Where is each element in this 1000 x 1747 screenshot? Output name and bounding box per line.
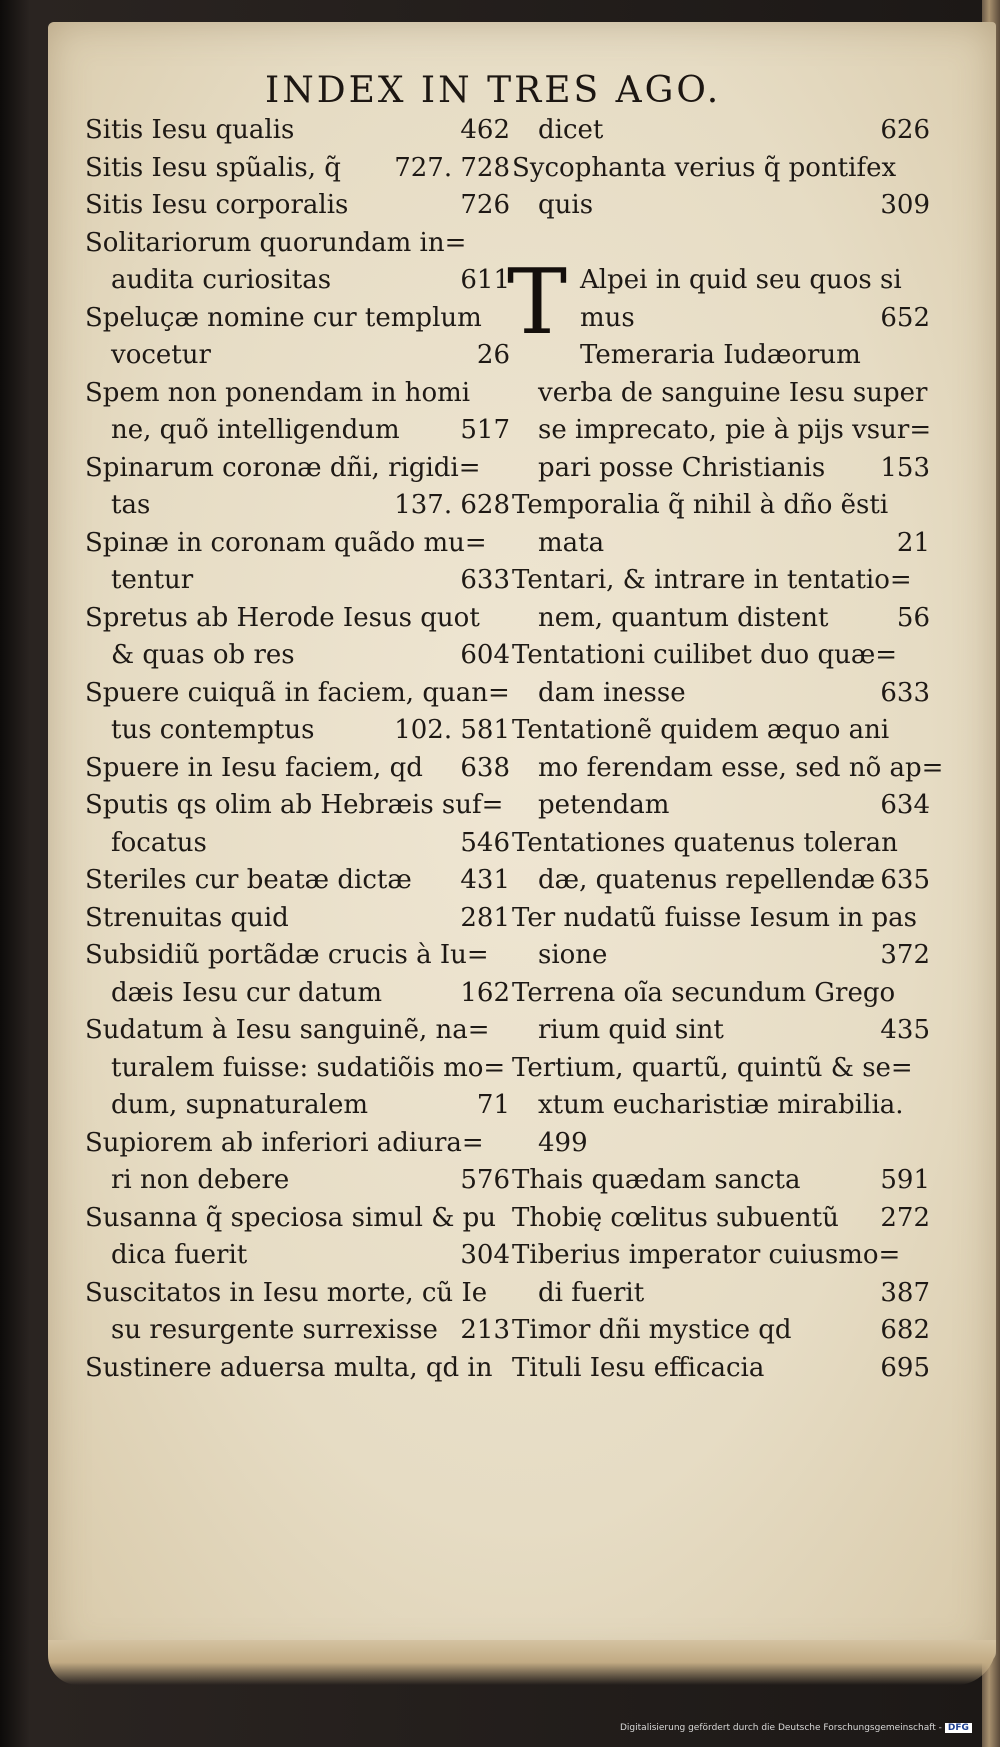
page-reference: 162 <box>460 977 510 1008</box>
index-entry-line <box>85 900 510 938</box>
index-entry-line <box>512 187 930 225</box>
index-entry-line <box>512 825 930 863</box>
index-entry-line <box>85 337 510 375</box>
page-reference: 727. 728 <box>394 152 510 183</box>
entry-text: ri non debere <box>111 1165 290 1195</box>
page-reference: 56 <box>896 602 930 633</box>
entry-text: tas <box>111 490 151 520</box>
index-entry-line <box>85 975 510 1013</box>
index-entry-line <box>85 862 510 900</box>
page-reference: 431 <box>460 865 510 895</box>
entry-text: dicet <box>538 115 604 145</box>
page-reference: 626 <box>880 115 930 145</box>
running-head: INDEX IN TRES AGO. <box>265 70 722 111</box>
index-entry-line <box>85 525 510 563</box>
page-reference: 309 <box>880 190 930 220</box>
page-reference: 611 <box>460 265 510 295</box>
entry-text: Sitis Iesu spũalis, q̃ <box>85 152 341 183</box>
entry-text: ne, quõ intelligendum <box>111 415 400 445</box>
index-entry-line <box>512 1275 930 1313</box>
page-reference: 634 <box>880 790 930 820</box>
page-reference: 281 <box>460 902 510 933</box>
index-entry-line <box>512 375 930 413</box>
index-entry-line <box>85 450 510 488</box>
index-entry-line <box>512 975 930 1013</box>
entry-text: di fuerit <box>538 1277 645 1308</box>
entry-text: verba de sanguine Iesu super <box>538 377 928 408</box>
entry-text: Steriles cur beatæ dictæ <box>85 865 412 895</box>
entry-text: Suscitatos in Iesu morte, cũ Ie <box>85 1277 488 1308</box>
index-entry-line <box>512 750 944 788</box>
entry-text: mus <box>580 302 635 333</box>
index-entry-line <box>85 637 510 675</box>
index-entry-line <box>512 1012 930 1050</box>
index-entry-line <box>85 262 510 300</box>
page-reference: 726 <box>460 190 510 220</box>
index-entry-line <box>512 600 930 638</box>
index-entry-line <box>512 900 930 938</box>
entry-text: & quas ob res <box>111 640 295 670</box>
entry-text: Timor dñi mystice qd <box>512 1315 792 1345</box>
index-entry-line <box>85 787 510 825</box>
page-reference: 272 <box>880 1202 930 1233</box>
entry-text: Spem non ponendam in homi <box>85 377 471 408</box>
index-column-left <box>85 112 510 1387</box>
page-reference: 137. 628 <box>394 490 510 520</box>
page-reference: 604 <box>460 640 510 670</box>
index-entry-line <box>512 1050 930 1088</box>
index-entry-line <box>85 1200 510 1238</box>
entry-text: Thobię cœlitus subuentũ <box>512 1202 839 1233</box>
index-entry-line <box>85 712 510 750</box>
entry-text: dam inesse <box>538 677 686 708</box>
index-entry-line <box>512 450 930 488</box>
entry-text: Temporalia q̃ nihil à dño ẽsti <box>512 490 889 520</box>
entry-text: Spinæ in coronam quãdo mu= <box>85 527 487 558</box>
entry-text: xtum eucharistiæ mirabilia. <box>538 1090 904 1120</box>
index-column-right <box>507 112 944 1387</box>
index-entry-line <box>85 187 510 225</box>
index-entry-line <box>85 150 510 188</box>
entry-text: Alpei in quid seu quos si <box>580 265 902 295</box>
index-entry-line <box>85 1050 510 1088</box>
entry-text: vocetur <box>111 340 211 370</box>
entry-text: Sustinere aduersa multa, qd in <box>85 1352 493 1383</box>
index-entry-line <box>85 562 510 600</box>
page-reference: 213 <box>460 1315 510 1345</box>
page-reference: 387 <box>880 1277 930 1308</box>
page-reference: 652 <box>880 302 930 333</box>
entry-text: turalem fuisse: sudatiõis mo= <box>111 1052 506 1083</box>
entry-text: Sycophanta verius q̃ pontifex <box>512 152 897 183</box>
entry-text: Tentari, & intrare in tentatio= <box>512 565 912 595</box>
footer-text: Digitalisierung gefördert durch die Deutsche Forschungsgemeinschaft - <box>620 1723 942 1733</box>
entry-text: Ter nudatũ fuisse Iesum in pas <box>512 902 917 933</box>
entry-text: dica fuerit <box>111 1240 248 1270</box>
entry-text: Sitis Iesu qualis <box>85 115 295 145</box>
page-reference: 638 <box>460 752 510 783</box>
drop-initial: T <box>507 250 568 355</box>
index-entry-line <box>85 1087 510 1125</box>
index-entry-line <box>85 225 510 263</box>
entry-text: sione <box>538 940 608 970</box>
entry-text: Tentationẽ quidem æquo ani <box>512 715 890 745</box>
page-reference: 435 <box>880 1015 930 1045</box>
entry-text: Temeraria Iudæorum <box>580 340 861 370</box>
index-entry-line <box>512 337 930 375</box>
entry-text: nem, quantum distent <box>538 602 829 633</box>
entry-text: Strenuitas quid <box>85 902 289 933</box>
entry-text: Spretus ab Herode Iesus quot <box>85 602 480 633</box>
index-entry-line <box>85 487 510 525</box>
entry-text: 499 <box>538 1127 588 1158</box>
index-entry-line <box>85 825 510 863</box>
section-gap <box>512 225 930 263</box>
page-reference: 372 <box>880 940 930 970</box>
entry-text: tus contemptus <box>111 715 315 745</box>
index-entry-line <box>85 1350 510 1388</box>
index-entry-line <box>512 300 930 338</box>
index-entry-line <box>85 750 510 788</box>
entry-text: dæ, quatenus repellendæ <box>538 865 876 895</box>
entry-text: Sitis Iesu corporalis <box>85 190 349 220</box>
entry-text: Spinarum coronæ dñi, rigidi= <box>85 452 481 483</box>
index-entry-line <box>512 1350 930 1388</box>
index-entry-line <box>512 487 930 525</box>
index-entry-line <box>85 112 510 150</box>
page-reference: 71 <box>476 1090 510 1120</box>
entry-text: Spuere in Iesu faciem, qd <box>85 752 423 783</box>
index-entry-line <box>85 300 510 338</box>
index-entry-line <box>85 1312 510 1350</box>
page-reference: 462 <box>460 115 510 145</box>
entry-text: Spuere cuiquã in faciem, quan= <box>85 677 510 708</box>
entry-text: petendam <box>538 790 670 820</box>
digitization-footer <box>620 1723 972 1733</box>
index-entry-line <box>512 1125 930 1163</box>
page-reference: 591 <box>880 1165 930 1195</box>
entry-text: Tiberius imperator cuiusmo= <box>512 1240 901 1270</box>
index-entry-line <box>512 787 930 825</box>
dfg-logo: DFG <box>945 1723 972 1733</box>
page-reference: 633 <box>880 677 930 708</box>
page-reference: 304 <box>460 1240 510 1270</box>
page-reference: 576 <box>460 1165 510 1195</box>
page-reference: 21 <box>896 527 930 558</box>
index-entry-line <box>85 1012 510 1050</box>
entry-text: mo ferendam esse, sed nõ ap= <box>538 752 944 783</box>
index-entry-line <box>85 937 510 975</box>
entry-text: Sudatum à Iesu sanguinẽ, na= <box>85 1015 490 1045</box>
entry-text: se imprecato, pie à pijs vsur= <box>538 415 932 445</box>
entry-text: pari posse Christianis <box>538 452 826 483</box>
index-entry-line <box>85 412 510 450</box>
index-entry-line <box>512 562 930 600</box>
entry-text: Subsidiũ portãdæ crucis à Iu= <box>85 940 489 970</box>
entry-text: Speluçæ nomine cur templum <box>85 302 482 333</box>
index-entry-line <box>85 1275 510 1313</box>
index-entry-line <box>512 862 930 900</box>
index-entry-line <box>512 1087 930 1125</box>
index-entry-line <box>512 150 930 188</box>
entry-text: dæis Iesu cur datum <box>111 977 383 1008</box>
index-entry-line <box>512 712 930 750</box>
entry-text: quis <box>538 190 594 220</box>
index-entry-line <box>85 1125 510 1163</box>
page-reference: 517 <box>460 415 510 445</box>
entry-text: tentur <box>111 565 194 595</box>
entry-text: focatus <box>111 827 207 858</box>
index-entry-line <box>512 525 930 563</box>
index-entry-line <box>512 1312 930 1350</box>
page-bottom-edge <box>48 1640 996 1685</box>
page-reference: 635 <box>880 865 930 895</box>
page-reference: 153 <box>880 452 930 483</box>
index-entry-line <box>512 1162 930 1200</box>
page-reference: 26 <box>476 340 510 370</box>
entry-text: Tentationes quatenus toleran <box>512 827 898 858</box>
index-entry-line <box>512 262 930 300</box>
entry-text: Tituli Iesu efficacia <box>512 1352 765 1383</box>
page-reference: 682 <box>880 1315 930 1345</box>
page-reference: 546 <box>460 827 510 858</box>
entry-text: mata <box>538 527 605 558</box>
index-entry-line <box>85 600 510 638</box>
index-entry-line <box>512 412 930 450</box>
entry-text: Sputis qs olim ab Hebræis suf= <box>85 790 504 820</box>
index-entry-line <box>512 112 930 150</box>
entry-text: Solitariorum quorundam in= <box>85 227 467 258</box>
index-entry-line <box>85 375 510 413</box>
index-entry-line <box>512 637 930 675</box>
index-entry-line <box>85 1237 510 1275</box>
entry-text: Supiorem ab inferiori adiura= <box>85 1127 484 1158</box>
page-reference: 695 <box>880 1352 930 1383</box>
entry-text: su resurgente surrexisse <box>111 1315 438 1345</box>
page-reference: 102. 581 <box>394 715 510 745</box>
entry-text: Thais quædam sancta <box>512 1165 801 1195</box>
entry-text: audita curiositas <box>111 265 332 295</box>
entry-text: Tertium, quartũ, quintũ & se= <box>512 1052 913 1083</box>
entry-text: dum, supnaturalem <box>111 1090 369 1120</box>
index-entry-line <box>512 937 930 975</box>
index-entry-line <box>85 675 510 713</box>
page-reference: 633 <box>460 565 510 595</box>
index-entry-line <box>512 1237 930 1275</box>
entry-text: Terrena oĩa secundum Grego <box>512 977 896 1008</box>
index-entry-line <box>512 675 930 713</box>
entry-text: Tentationi cuilibet duo quæ= <box>512 640 898 670</box>
index-entry-line <box>85 1162 510 1200</box>
entry-text: Susanna q̃ speciosa simul & pu <box>85 1202 497 1233</box>
index-entry-line <box>512 1200 930 1238</box>
entry-text: rium quid sint <box>538 1015 724 1045</box>
